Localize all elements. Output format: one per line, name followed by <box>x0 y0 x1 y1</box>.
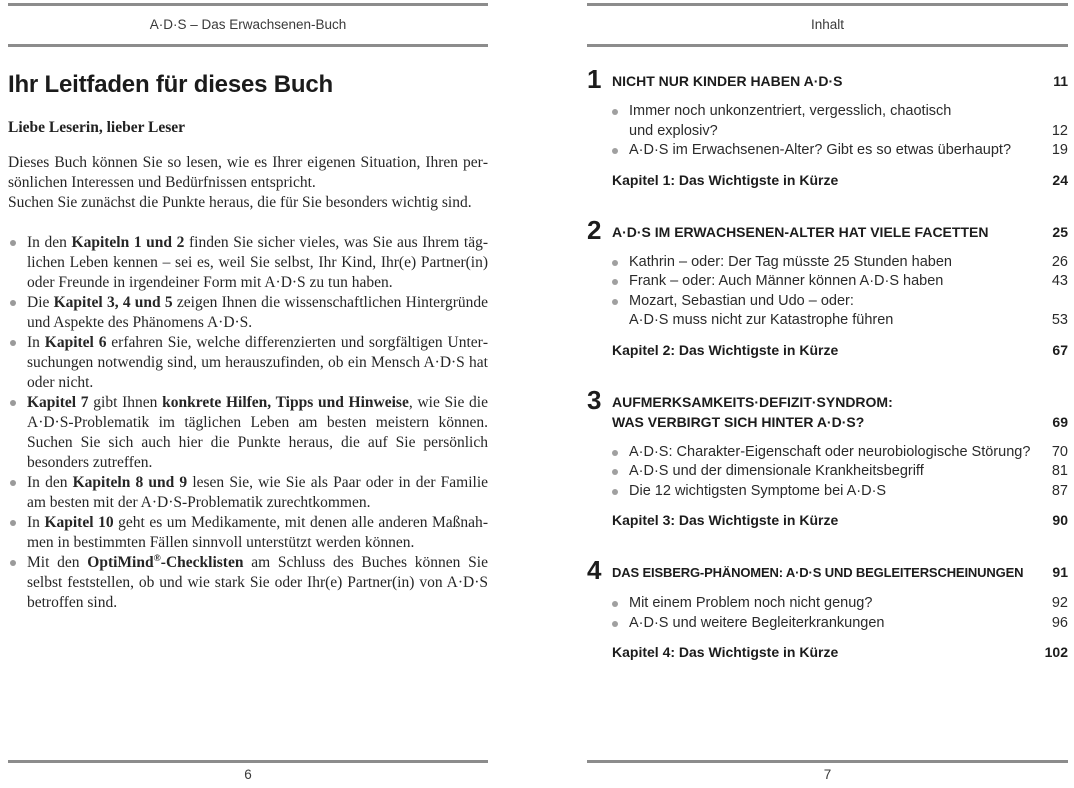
chapter-summary-label: Kapitel 3: Das Wichtigste in Kürze <box>612 512 839 528</box>
chapter-item-line <box>629 311 1068 331</box>
bullet-dot-icon <box>10 520 16 526</box>
right-footer <box>587 760 1068 788</box>
chapter-item-text: Mozart, Sebastian und Udo – oder: <box>629 292 854 309</box>
chapter-number: 1 <box>587 64 601 94</box>
chapter-item-line <box>629 462 1068 482</box>
chapter-item <box>612 482 1068 502</box>
chapter-item-list <box>612 102 1068 161</box>
right-running-head <box>587 3 1068 47</box>
chapter-item-line <box>629 272 1068 292</box>
summary-page-number: 24 <box>1052 171 1068 188</box>
bullet-dot-icon <box>612 260 618 266</box>
item-page-number: 19 <box>1051 142 1068 158</box>
bullet-dot-icon <box>612 601 618 607</box>
item-page-number: 92 <box>1051 595 1068 611</box>
chapter-page-number: 69 <box>1052 413 1068 430</box>
chapter-summary-row <box>612 170 1068 190</box>
chapter-item-lines <box>629 443 1068 463</box>
chapter-title-block <box>612 562 1068 583</box>
bullet-dot-icon <box>612 279 618 285</box>
chapter-item-text: A·D·S: Charakter-Eigenschaft oder neurobiologische Störung? <box>629 443 1031 460</box>
chapter-summary-label: Kapitel 1: Das Wichtigste in Kürze <box>612 171 839 188</box>
bullet-dot-icon <box>10 340 16 346</box>
chapter-number: 2 <box>587 214 601 245</box>
page-number: 6 <box>244 767 252 782</box>
chapter-item-lines <box>629 614 1068 634</box>
guide-bullet-item <box>8 293 488 333</box>
summary-page-number: 90 <box>1052 512 1068 528</box>
bullet-dot-icon <box>612 489 618 495</box>
item-page-number: 70 <box>1051 443 1068 460</box>
chapter-item-text: A·D·S und weitere Begleiterkrankungen <box>629 614 885 631</box>
chapter-heading <box>587 214 1068 245</box>
bullet-dot-icon <box>612 621 618 627</box>
chapter-item-line <box>629 594 1068 614</box>
text-segment: finden Sie sicher vieles, was Sie aus Ihrem täglichen Leben kennen – sei es, weil Sie selbst, Ihr Kind, Ihr(e) Partner(in) oder Freunde in irgendeiner Form mit A·D·S zu tun haben. <box>27 234 489 291</box>
salutation: Liebe Leserin, lieber Leser <box>8 119 186 136</box>
chapter-item-line <box>629 141 1068 161</box>
text-segment: am Schluss des Buches können Sie selbst feststellen, ob und wie stark Sie oder Ihr(e) Partner(in) von A·D·S betroffen sind. <box>27 554 488 611</box>
chapter-title-text: NICHT NUR KINDER HABEN A·D·S <box>612 73 843 89</box>
chapter-summary-row <box>612 510 1068 530</box>
chapter-page-number: 91 <box>1052 564 1068 580</box>
guide-bullet-item <box>8 473 488 513</box>
summary-page-number: 67 <box>1052 341 1068 358</box>
item-page-number: 53 <box>1051 312 1068 328</box>
chapter-title-line <box>612 562 1068 583</box>
guide-bullet-text <box>27 233 488 293</box>
chapter-item-text: Mit einem Problem noch nicht genug? <box>629 595 873 611</box>
item-page-number: 96 <box>1051 614 1068 631</box>
text-segment: Kapitel 7 <box>27 394 89 411</box>
guide-bullet-text <box>27 513 488 553</box>
text-segment: konkrete Hilfen, Tipps und Hinweise <box>162 394 409 411</box>
chapter-number: 4 <box>587 555 601 585</box>
chapter-item <box>612 462 1068 482</box>
chapter-title-text: WAS VERBIRGT SICH HINTER A·D·S? <box>612 413 865 430</box>
chapter-item-text: Die 12 wichtigsten Symptome bei A·D·S <box>629 482 887 499</box>
item-page-number: 81 <box>1051 463 1068 479</box>
chapter-title-block <box>612 392 1068 432</box>
bullet-dot-icon <box>612 299 618 305</box>
chapter-item-text: Kathrin – oder: Der Tag müsste 25 Stunden haben <box>629 253 952 270</box>
chapter-item-text: und explosiv? <box>629 122 718 139</box>
bullet-dot-icon <box>10 400 16 406</box>
item-page-number: 12 <box>1051 122 1068 139</box>
text-segment: zeigen Ihnen die wissenschaftlichen Hintergründe und Aspekte des Phänomens A·D·S. <box>27 294 488 331</box>
right-running-head-text: Inhalt <box>810 17 845 32</box>
right-page <box>587 0 1068 788</box>
chapter-item-text: A·D·S muss nicht zur Katastrophe führen <box>629 312 894 328</box>
left-footer <box>8 760 488 788</box>
text-segment: In den <box>27 234 72 251</box>
bullet-dot-icon <box>612 148 618 154</box>
text-segment: OptiMind <box>87 554 154 571</box>
chapter-item-lines <box>629 272 1068 292</box>
chapter-summary-label: Kapitel 2: Das Wichtigste in Kürze <box>612 341 839 358</box>
chapter-item-list <box>612 253 1068 331</box>
item-page-number: 43 <box>1051 273 1068 289</box>
chapter-item <box>612 594 1068 614</box>
chapter-summary-label: Kapitel 4: Das Wichtigste in Kürze <box>612 644 839 660</box>
intro-paragraph-2: Suchen Sie zunächst die Punkte heraus, die für Sie besonders wichtig sind. <box>8 194 472 211</box>
bullet-dot-icon <box>612 109 618 115</box>
chapter-number: 3 <box>587 384 601 415</box>
toc-chapter <box>587 214 1068 360</box>
chapter-item-list <box>612 594 1068 633</box>
guide-bullet-item <box>8 333 488 393</box>
left-page <box>8 0 488 788</box>
text-segment: Mit den <box>27 554 88 571</box>
chapter-item-text: A·D·S im Erwachsenen-Alter? Gibt es so etwas überhaupt? <box>629 142 1012 158</box>
chapter-title-text: DAS EISBERG-PHÄNOMEN: A·D·S UND BEGLEITERSCHEINUNGEN <box>612 565 1024 580</box>
header-rule-bottom <box>8 44 488 47</box>
chapter-page-number: 25 <box>1052 223 1068 240</box>
chapter-item-lines <box>629 292 1068 331</box>
item-page-number: 87 <box>1051 482 1068 499</box>
chapter-heading <box>587 64 1068 94</box>
text-segment: In <box>27 334 45 351</box>
text-segment: lesen Sie, wie Sie als Paar oder in der Familie am besten mit der A·D·S-Problematik zurechtkommen. <box>27 474 489 511</box>
chapter-item <box>612 443 1068 463</box>
summary-page-number: 102 <box>1044 644 1068 660</box>
text-segment: In den <box>27 474 73 491</box>
chapter-item-lines <box>629 102 1068 141</box>
chapter-item-line <box>629 443 1068 463</box>
header-rule-bottom <box>587 44 1068 47</box>
text-segment: erfahren Sie, welche differenzierten und sorgfältigen Untersuchungen notwendig sind, um herauszufinden, ob ein Mensch A·D·S hat oder nicht. <box>27 334 488 391</box>
bullet-dot-icon <box>10 480 16 486</box>
text-segment: Kapiteln 8 und 9 <box>72 474 188 491</box>
intro-paragraph-1: Dieses Buch können Sie so lesen, wie es Ihrer eigenen Situation, Ihren persönlichen Interessen und Bedürfnissen entspricht. <box>8 154 488 191</box>
text-segment: In <box>27 514 45 531</box>
text-segment: Kapitel 3, 4 und 5 <box>53 294 173 311</box>
chapter-item-line <box>629 614 1068 634</box>
chapter-item-line <box>629 292 1068 312</box>
chapter-title-block <box>612 222 1068 242</box>
text-segment: -Checklisten <box>160 554 244 571</box>
guide-bullet-item <box>8 393 488 473</box>
chapter-item-text: Frank – oder: Auch Männer können A·D·S haben <box>629 273 944 289</box>
chapter-item-line <box>629 102 1068 122</box>
toc-chapters <box>587 64 1068 662</box>
text-segment: geht es um Medikamente, mit denen alle anderen Maßnahmen in bestimmten Fällen sinnvoll unterstützt werden können. <box>27 514 488 551</box>
chapter-title-line <box>612 412 1068 432</box>
guide-bullet-text <box>27 473 488 513</box>
toc-chapter <box>587 555 1068 662</box>
chapter-item <box>612 292 1068 331</box>
chapter-item-line <box>629 122 1068 142</box>
chapter-heading <box>587 384 1068 432</box>
guide-bullet-text <box>27 333 488 393</box>
left-running-head <box>8 3 488 47</box>
guide-bullet-list <box>8 233 488 613</box>
text-segment: Kapitel 6 <box>44 334 107 351</box>
guide-bullet-item <box>8 513 488 553</box>
chapter-item-list <box>612 443 1068 502</box>
chapter-summary-row <box>612 340 1068 360</box>
chapter-title-text: A·D·S IM ERWACHSENEN-ALTER HAT VIELE FACETTEN <box>612 223 989 240</box>
chapter-item-text: A·D·S und der dimensionale Krankheitsbegriff <box>629 463 924 479</box>
bullet-dot-icon <box>10 300 16 306</box>
text-segment: ® <box>153 552 161 564</box>
page-number: 7 <box>823 767 832 782</box>
chapter-item-text: Immer noch unkonzentriert, vergesslich, chaotisch <box>629 103 952 119</box>
chapter-item-line <box>629 253 1068 273</box>
chapter-item <box>612 102 1068 141</box>
guide-bullet-item <box>8 553 488 613</box>
chapter-item <box>612 614 1068 634</box>
chapter-item-lines <box>629 594 1068 614</box>
text-segment: Kapiteln 1 und 2 <box>71 234 185 251</box>
chapter-heading <box>587 555 1068 585</box>
toc-chapter <box>587 384 1068 531</box>
chapter-item-lines <box>629 141 1068 161</box>
chapter-item <box>612 253 1068 273</box>
bullet-dot-icon <box>612 469 618 475</box>
chapter-item <box>612 141 1068 161</box>
intro-paragraphs <box>8 153 488 213</box>
chapter-item-line <box>629 482 1068 502</box>
chapter-item-lines <box>629 253 1068 273</box>
text-segment: gibt Ihnen <box>88 394 163 411</box>
guide-bullet-item <box>8 233 488 293</box>
bullet-dot-icon <box>612 450 618 456</box>
chapter-title-line <box>612 392 1068 412</box>
text-segment: Die <box>27 294 54 311</box>
toc-chapter <box>587 64 1068 190</box>
bullet-dot-icon <box>10 240 16 246</box>
chapter-title-block <box>612 71 1068 91</box>
guide-bullet-text <box>27 393 488 473</box>
chapter-item <box>612 272 1068 292</box>
guide-bullet-text <box>27 293 488 333</box>
bullet-dot-icon <box>10 560 16 566</box>
left-running-head-text: A·D·S – Das Erwachsenen-Buch <box>149 17 347 32</box>
chapter-item-lines <box>629 462 1068 482</box>
page-title: Ihr Leitfaden für dieses Buch <box>8 71 333 98</box>
chapter-title-line <box>612 71 1068 91</box>
item-page-number: 26 <box>1051 253 1068 270</box>
guide-bullet-text <box>27 553 488 613</box>
chapter-title-line <box>612 222 1068 242</box>
chapter-item-lines <box>629 482 1068 502</box>
chapter-page-number: 11 <box>1053 73 1068 89</box>
chapter-title-text: AUFMERKSAMKEITS·DEFIZIT·SYNDROM: <box>612 393 893 410</box>
text-segment: , wie Sie die A·D·S-Problematik im täglichen Leben am besten meistern können. Suchen Sie sich auch hier die Punkte heraus, die auf Sie persönlich besonders zutreffen. <box>27 394 488 471</box>
chapter-summary-row <box>612 642 1068 662</box>
text-segment: Kapitel 10 <box>44 514 114 531</box>
